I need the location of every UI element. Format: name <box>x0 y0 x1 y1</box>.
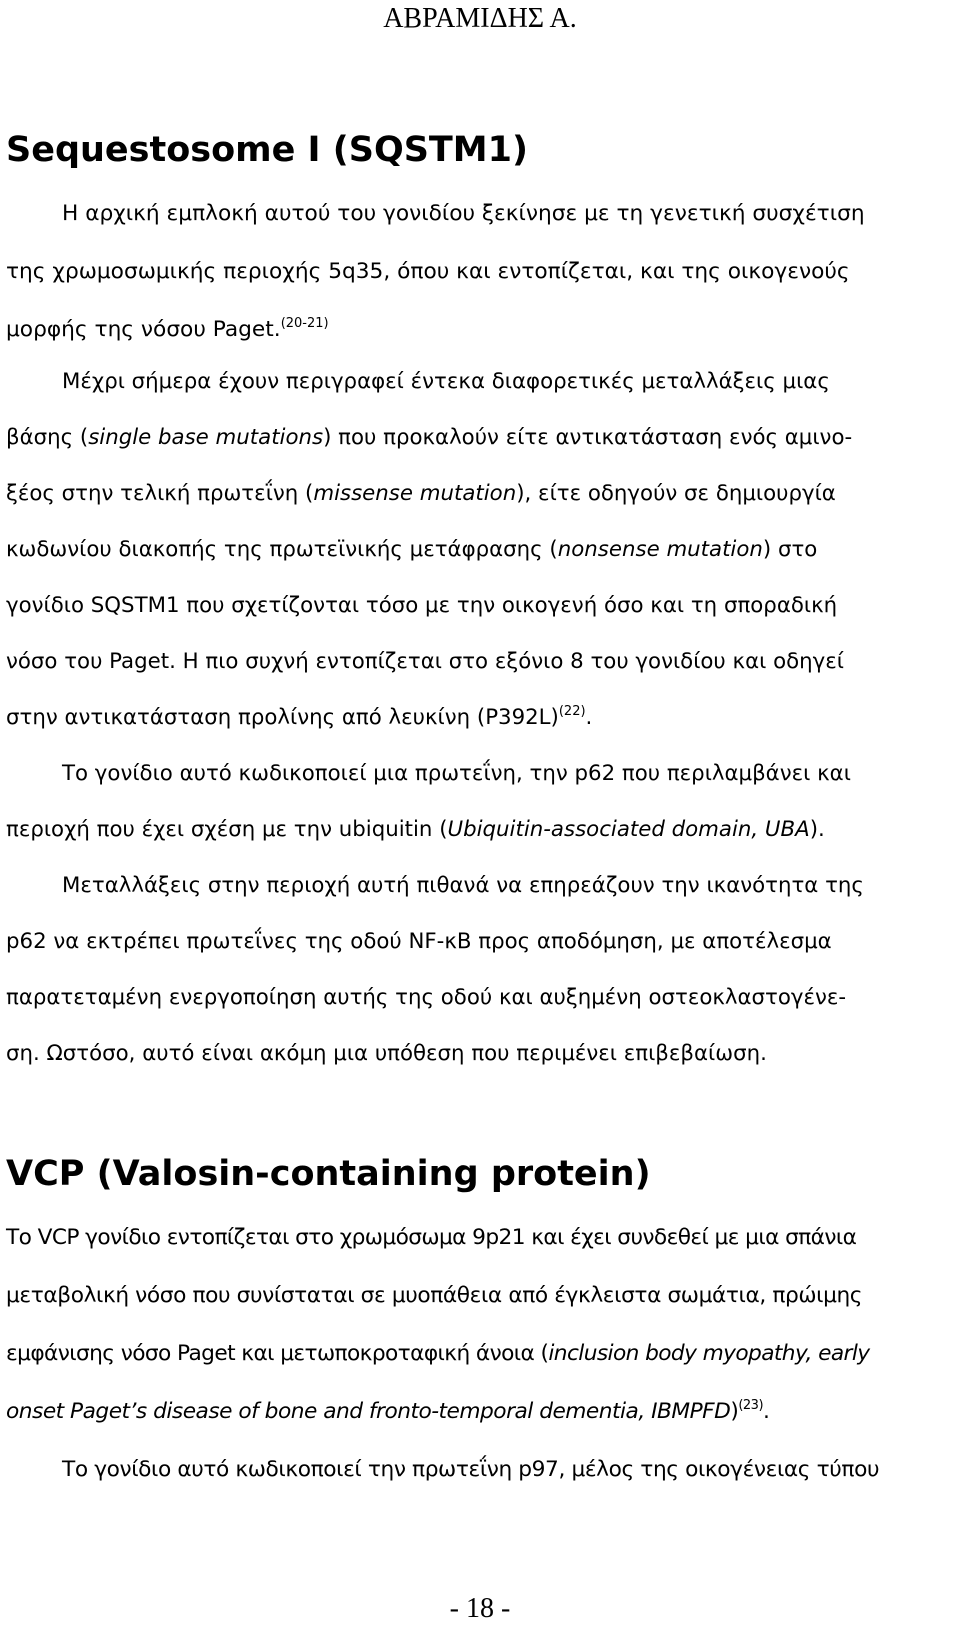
text-line <box>6 312 329 351</box>
text-span: κωδωνίου διακοπής της πρωτεϊνικής μετάφρασης ( <box>6 537 558 562</box>
text-span: ), είτε οδηγούν σε δημιουργία <box>516 481 836 506</box>
text-span: ) που προκαλούν είτε αντικατάσταση ενός αμινο- <box>323 425 853 450</box>
text-span: στην αντικατάσταση προλίνης από λευκίνη (P392L) <box>6 705 559 730</box>
text-line: ση. Ωστόσο, αυτό είναι ακόμη μια υπόθεση που περιμένει επιβεβαίωση. <box>6 1041 767 1066</box>
text-line: παρατεταμένη ενεργοποίηση αυτής της οδού και αυξημένη οστεοκλαστογένε- <box>6 985 847 1010</box>
citation-ref: (23) <box>738 1398 764 1413</box>
text-line <box>6 476 836 512</box>
text-span: . <box>763 1399 770 1424</box>
text-line <box>6 812 825 848</box>
text-span: ) στο <box>762 537 818 562</box>
text-span: ). <box>809 817 825 842</box>
text-line: Το γονίδιο αυτό κωδικοποιεί την πρωτεΐνη p97, μέλος της οικογένειας τύπου <box>62 1457 880 1482</box>
text-line <box>6 532 817 568</box>
text-span: βάσης ( <box>6 425 89 450</box>
running-header: ΑΒΡΑΜΙΔΗΣ Α. <box>383 3 577 34</box>
text-line: Η αρχική εμπλοκή αυτού του γονιδίου ξεκίνησε με τη γενετική συσχέτιση <box>62 201 865 226</box>
text-span: εμφάνισης νόσο Paget και μετωποκροταφική άνοια ( <box>6 1341 549 1366</box>
italic-term: onset Paget’s disease of bone and fronto-temporal dementia, IBMPFD <box>6 1399 731 1424</box>
text-line: της χρωμοσωμικής περιοχής 5q35, όπου και εντοπίζεται, και της οικογενούς <box>6 259 850 284</box>
text-line: Μέχρι σήμερα έχουν περιγραφεί έντεκα διαφορετικές μεταλλάξεις μιας <box>62 369 830 394</box>
italic-term: nonsense mutation <box>557 537 763 562</box>
italic-term: missense mutation <box>313 481 517 506</box>
section-title-sqstm1: Sequestosome I (SQSTM1) <box>6 130 528 170</box>
citation-ref: (22) <box>558 704 586 719</box>
text-line: p62 να εκτρέπει πρωτεΐνες της οδού NF-κΒ προς αποδόμηση, με αποτέλεσμα <box>6 929 832 954</box>
text-span: μορφής της νόσου Paget. <box>6 317 281 342</box>
text-line: γονίδιο SQSTM1 που σχετίζονται τόσο με την οικογενή όσο και τη σποραδική <box>6 593 838 618</box>
page-number: - 18 - <box>449 1593 511 1624</box>
text-line <box>6 420 852 456</box>
text-line: Μεταλλάξεις στην περιοχή αυτή πιθανά να επηρεάζουν την ικανότητα της <box>62 873 864 898</box>
text-line: μεταβολική νόσο που συνίσταται σε μυοπάθεια από έγκλειστα σωμάτια, πρώιμης <box>6 1283 863 1308</box>
text-line: Το γονίδιο αυτό κωδικοποιεί μια πρωτεΐνη, την p62 που περιλαμβάνει και <box>62 761 851 786</box>
italic-term: Ubiquitin-associated domain, UBA <box>447 817 810 842</box>
text-span: ξέος στην τελική πρωτεΐνη ( <box>6 481 314 506</box>
text-line: νόσο του Paget. Η πιο συχνή εντοπίζεται στο εξόνιο 8 του γονιδίου και οδηγεί <box>6 649 844 674</box>
citation-ref: (20-21) <box>280 316 329 331</box>
italic-term: inclusion body myopathy, early <box>548 1341 870 1366</box>
text-line: Το VCP γονίδιο εντοπίζεται στο χρωμόσωμα 9p21 και έχει συνδεθεί με μια σπάνια <box>6 1225 857 1250</box>
italic-term: single base mutations <box>88 425 324 450</box>
text-span: ) <box>730 1399 739 1424</box>
text-line <box>6 1394 769 1433</box>
text-span: περιοχή που έχει σχέση με την ubiquitin ( <box>6 817 448 842</box>
text-line <box>6 700 592 739</box>
text-line <box>6 1336 870 1372</box>
text-span: . <box>585 705 593 730</box>
section-title-vcp: VCP (Valosin-containing protein) <box>6 1154 651 1194</box>
